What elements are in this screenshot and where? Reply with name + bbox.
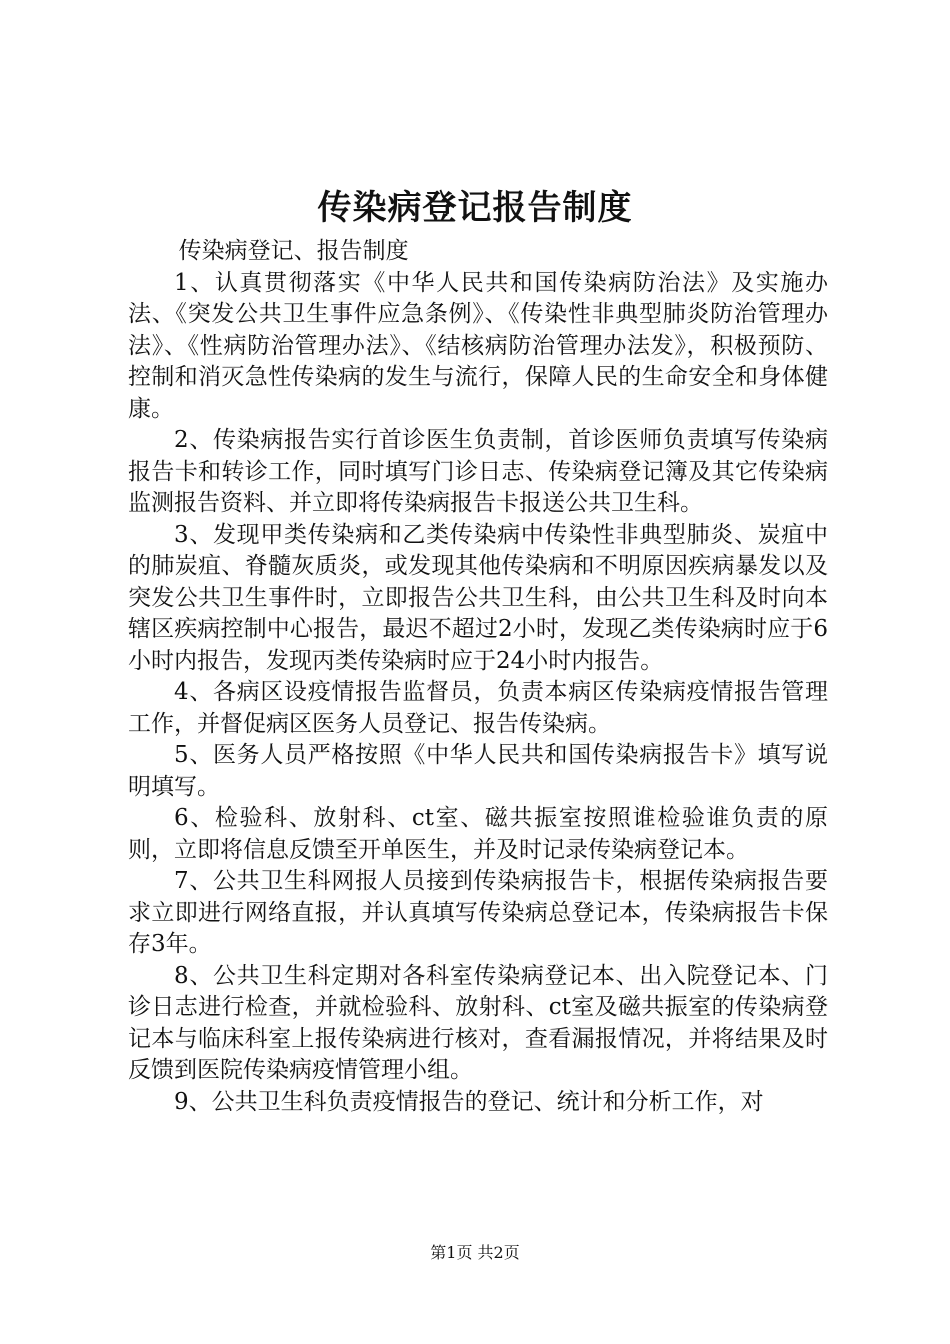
paragraph-3: 3、发现甲类传染病和乙类传染病中传染性非典型肺炎、炭疽中的肺炭疽、脊髓灰质炎，或发现其他传染病和不明原因疾病暴发以及突发公共卫生事件时，立即报告公共卫生科，由公共卫生科及时向本辖区疾病控制中心报告，最迟不超过2小时，发现乙类传染病时应于6小时内报告，发现丙类传染病时应于24小时内报告。 <box>128 521 828 674</box>
document-subtitle: 传染病登记、报告制度 <box>178 238 409 264</box>
paragraph-1: 1、认真贯彻落实《中华人民共和国传染病防治法》及实施办法、《突发公共卫生事件应急条例》、《传染性非典型肺炎防治管理办法》、《性病防治管理办法》、《结核病防治管理办法发》，积极预防、控制和消灭急性传染病的发生与流行，保障人民的生命安全和身体健康。 <box>128 269 828 422</box>
paragraph-9: 9、公共卫生科负责疫情报告的登记、统计和分析工作，对 <box>174 1088 764 1115</box>
page-footer <box>0 1241 950 1265</box>
paragraph-2: 2、传染病报告实行首诊医生负责制，首诊医师负责填写传染病报告卡和转诊工作，同时填写门诊日志、传染病登记簿及其它传染病监测报告资料、并立即将传染病报告卡报送公共卫生科。 <box>128 427 828 516</box>
document-title: 传染病登记报告制度 <box>317 188 633 228</box>
paragraph-4: 4、各病区设疫情报告监督员，负责本病区传染病疫情报告管理工作，并督促病区医务人员登记、报告传染病。 <box>128 679 828 737</box>
paragraph-8: 8、公共卫生科定期对各科室传染病登记本、出入院登记本、门诊日志进行检查，并就检验科、放射科、ct室及磁共振室的传染病登记本与临床科室上报传染病进行核对，查看漏报情况，并将结果及时反馈到医院传染病疫情管理小组。 <box>128 962 828 1083</box>
paragraph-5: 5、医务人员严格按照《中华人民共和国传染病报告卡》填写说明填写。 <box>128 742 828 800</box>
document-body <box>128 236 828 1118</box>
paragraph-6: 6、检验科、放射科、ct室、磁共振室按照谁检验谁负责的原则，立即将信息反馈至开单医生，并及时记录传染病登记本。 <box>128 805 828 863</box>
paragraph-7: 7、公共卫生科网报人员接到传染病报告卡，根据传染病报告要求立即进行网络直报，并认真填写传染病总登记本，传染病报告卡保存3年。 <box>128 868 828 957</box>
page-number-indicator: 第1页 共2页 <box>430 1243 520 1262</box>
